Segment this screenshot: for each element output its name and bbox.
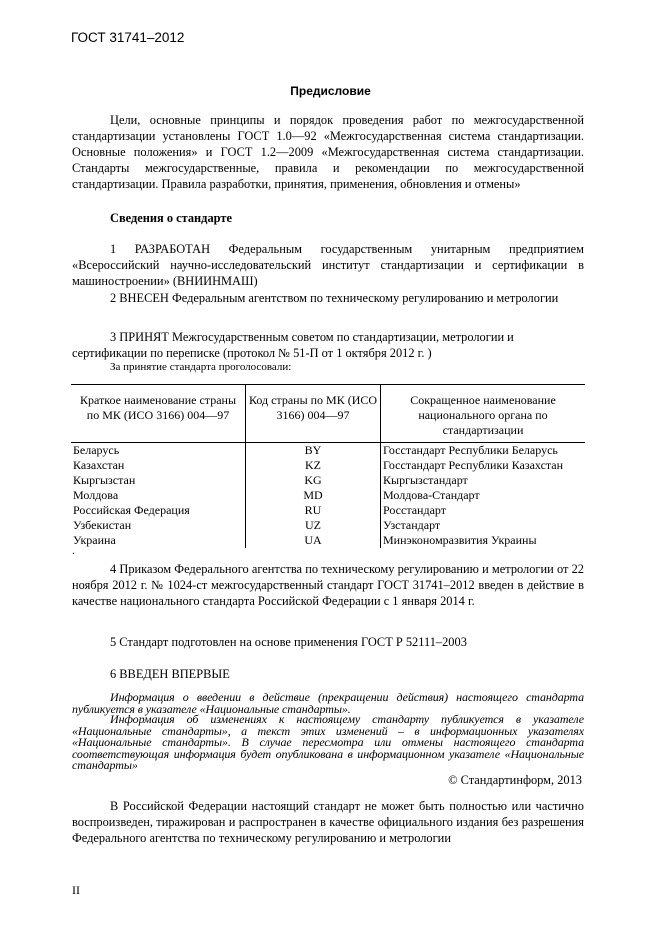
cell-code: UZ bbox=[246, 518, 381, 533]
item-submitted: 2 ВНЕСЕН Федеральным агентством по техническому регулированию и метрологии bbox=[110, 291, 559, 305]
cell-country: Беларусь bbox=[73, 443, 120, 457]
item-adopted: 3 ПРИНЯТ Межгосударственным советом по стандартизации, метрологии и сертификации по переписке (протокол № 51-П от 1 октября 2012 г. ) bbox=[72, 330, 514, 360]
vote-note: За принятие стандарта проголосовали: bbox=[110, 361, 292, 373]
table-header-row bbox=[71, 385, 585, 443]
cell-code: KZ bbox=[246, 458, 381, 473]
column-header-standards-body: Сокращенное наименование национального органа по стандартизации bbox=[381, 385, 586, 443]
item-order: 4 Приказом Федерального агентства по техническому регулированию и метрологии от 22 ноября 2012 г. № 1024-ст межгосударственный стандарт ГОСТ 31741–2012 введен в действие в качестве национального стандарта Российской Федерации с 1 января 2014 г. bbox=[72, 562, 584, 608]
column-header-country: Краткое наименование страны по МК (ИСО 3166) 004—97 bbox=[71, 385, 246, 443]
table-row bbox=[71, 533, 585, 548]
table-row bbox=[71, 443, 585, 459]
cell-country: Молдова bbox=[73, 488, 119, 502]
notice-introduction: Информация о введении в действие (прекращении действия) настоящего стандарта публикуется в указателе «Национальные стандарты». bbox=[72, 690, 584, 716]
cell-standards-body: Госстандарт Республики Казахстан bbox=[381, 458, 586, 473]
cell-code: MD bbox=[246, 488, 381, 503]
cell-country: Узбекистан bbox=[73, 518, 132, 532]
cell-code: UA bbox=[246, 533, 381, 548]
cell-standards-body: Росстандарт bbox=[381, 503, 586, 518]
notice-changes: Информация об изменениях к настоящему стандарту публикуется в указателе «Национальные стандарты», а текст этих изменений – в информационных указателях «Национальные стандарты». В случае пересмотра или отмены настоящего стандарта соответствующая информация будет опубликована в информационном указателе «Национальные стандарты» bbox=[72, 712, 584, 772]
standard-info-heading: Сведения о стандарте bbox=[110, 211, 232, 225]
table-row bbox=[71, 458, 585, 473]
foreword-intro-paragraph: Цели, основные принципы и порядок проведения работ по межгосударственной стандартизации установлены ГОСТ 1.0—92 «Межгосударственная система стандартизации. Основные положения» и ГОСТ 1.2—2009 «Межгосударственная система стандартизации. Стандарты межгосударственные, правила и рекомендации по межгосударственной стандартизации. Правила разработки, принятия, применения, обновления и отмены» bbox=[72, 113, 584, 191]
item-developed: 1 РАЗРАБОТАН Федеральным государственным унитарным предприятием «Всероссийский научно-исследовательский институт стандартизации и сертификации в машиностроении» (ВНИИНМАШ) bbox=[72, 242, 584, 288]
rights-paragraph: В Российской Федерации настоящий стандарт не может быть полностью или частично воспроизведен, тиражирован и распространен в качестве официального издания без разрешения Федерального агентства по техническому регулированию и метрологии bbox=[72, 799, 584, 845]
cell-country: Украина bbox=[73, 533, 116, 547]
table-body bbox=[71, 443, 585, 549]
table-row bbox=[71, 503, 585, 518]
page-number: II bbox=[72, 883, 80, 897]
cell-code: RU bbox=[246, 503, 381, 518]
column-header-code: Код страны по МК (ИСО 3166) 004—97 bbox=[246, 385, 381, 443]
cell-code: BY bbox=[246, 443, 381, 459]
stray-dot: . bbox=[72, 543, 75, 557]
copyright-line: © Стандартинформ, 2013 bbox=[448, 773, 582, 787]
document-header: ГОСТ 31741–2012 bbox=[71, 30, 185, 45]
item-basis: 5 Стандарт подготовлен на основе применения ГОСТ Р 52111–2003 bbox=[110, 635, 467, 649]
cell-country: Кыргызстан bbox=[73, 473, 136, 487]
cell-standards-body: Молдова-Стандарт bbox=[381, 488, 586, 503]
cell-country: Казахстан bbox=[73, 458, 125, 472]
foreword-title: Предисловие bbox=[290, 84, 371, 98]
cell-standards-body: Госстандарт Республики Беларусь bbox=[381, 443, 586, 459]
cell-standards-body: Кыргызстандарт bbox=[381, 473, 586, 488]
cell-country: Российская Федерация bbox=[73, 503, 190, 517]
table-row bbox=[71, 488, 585, 503]
cell-standards-body: Минэкономразвития Украины bbox=[381, 533, 586, 548]
voting-countries-table bbox=[71, 384, 585, 548]
table-row bbox=[71, 473, 585, 488]
table-row bbox=[71, 518, 585, 533]
cell-code: KG bbox=[246, 473, 381, 488]
item-introduced: 6 ВВЕДЕН ВПЕРВЫЕ bbox=[110, 667, 230, 681]
cell-standards-body: Узстандарт bbox=[381, 518, 586, 533]
